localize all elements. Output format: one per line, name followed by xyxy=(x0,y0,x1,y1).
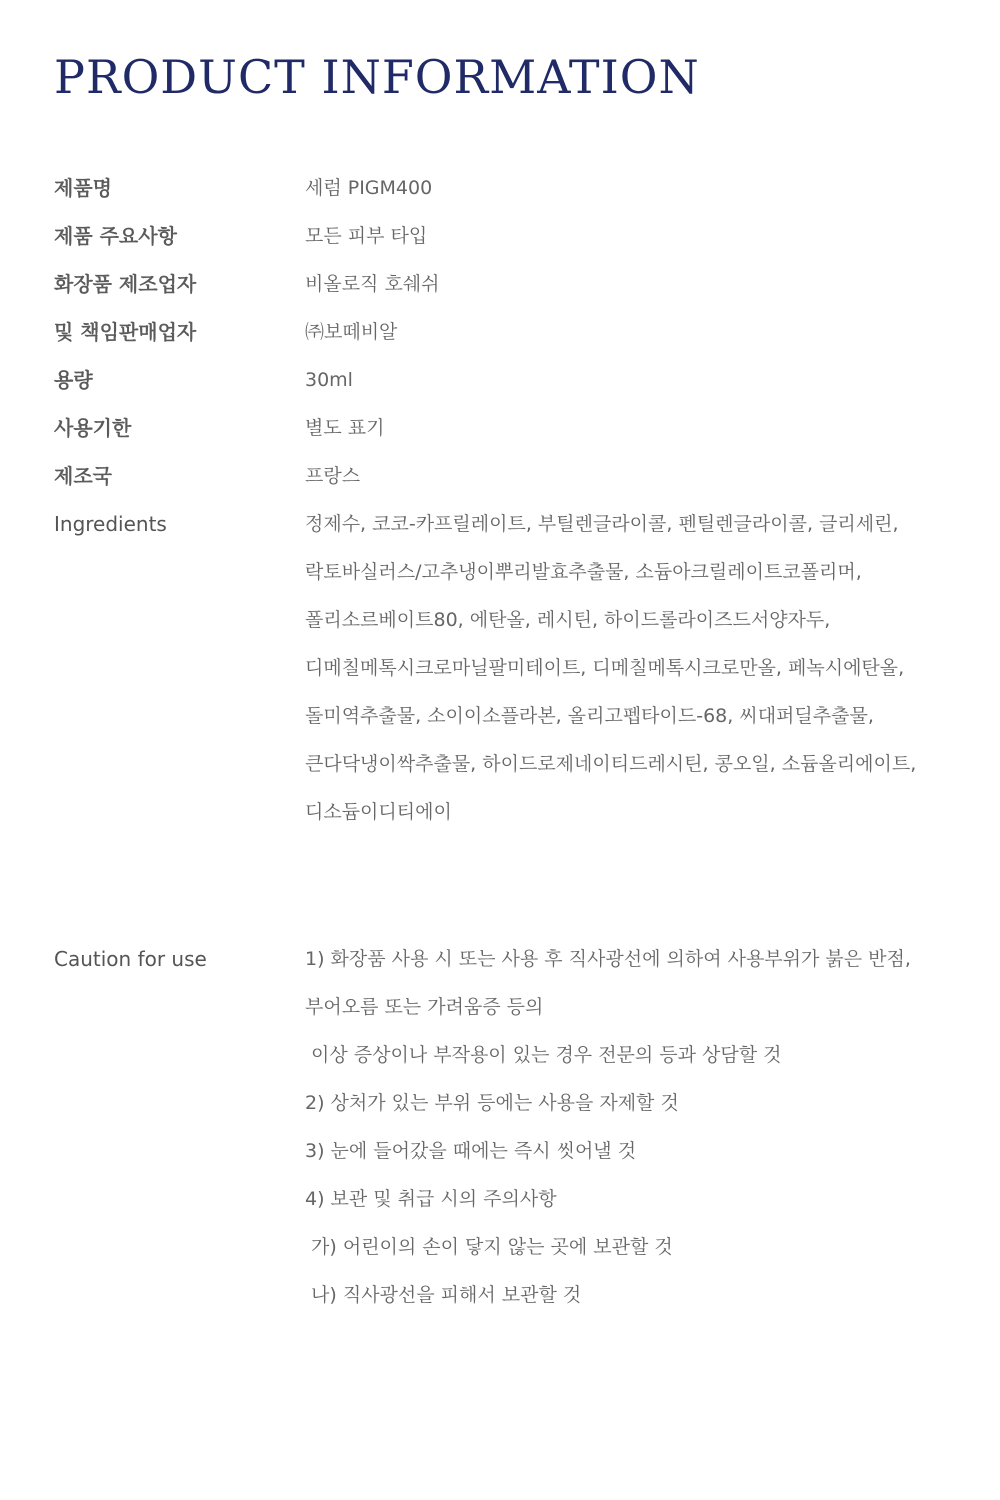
info-row-ingredients xyxy=(54,500,954,836)
ingredients-line: 돌미역추출물, 소이이소플라본, 올리고펩타이드-68, 씨대퍼딜추출물, xyxy=(305,705,874,727)
info-label: 제품 주요사항 xyxy=(54,224,177,248)
ingredients-line: 디메칠메톡시크로마닐팔미테이트, 디메칠메톡시크로만올, 페녹시에탄올, xyxy=(305,657,905,679)
info-row-caution xyxy=(54,935,954,1319)
product-info-table xyxy=(54,164,954,836)
info-row-country xyxy=(54,452,954,500)
info-value: 모든 피부 타입 xyxy=(305,225,428,247)
caution-line: 1) 화장품 사용 시 또는 사용 후 직사광선에 의하여 사용부위가 붉은 반점, xyxy=(305,948,911,970)
page-title: PRODUCT INFORMATION xyxy=(54,50,700,104)
caution-line: 부어오름 또는 가려움증 등의 xyxy=(305,996,544,1018)
info-label: 사용기한 xyxy=(54,416,132,440)
caution-line: 나) 직사광선을 피해서 보관할 것 xyxy=(305,1284,582,1306)
ingredients-line: 락토바실러스/고추냉이뿌리발효추출물, 소듐아크릴레이트코폴리머, xyxy=(305,561,862,583)
info-row-key-features xyxy=(54,212,954,260)
info-value: 세럼 PIGM400 xyxy=(305,177,433,199)
info-value: 비올로직 호쉐쉬 xyxy=(305,273,440,295)
caution-line: 2) 상처가 있는 부위 등에는 사용을 자제할 것 xyxy=(305,1092,679,1114)
info-value: 별도 표기 xyxy=(305,417,385,439)
info-row-distributor xyxy=(54,308,954,356)
caution-line: 가) 어린이의 손이 닿지 않는 곳에 보관할 것 xyxy=(305,1236,673,1258)
ingredients-label: Ingredients xyxy=(54,512,167,536)
info-label: 제품명 xyxy=(54,176,112,200)
caution-line: 이상 증상이나 부작용이 있는 경우 전문의 등과 상담할 것 xyxy=(305,1044,782,1066)
info-value: ㈜보떼비알 xyxy=(305,321,398,343)
info-row-volume xyxy=(54,356,954,404)
info-label: 용량 xyxy=(54,368,93,392)
info-row-manufacturer xyxy=(54,260,954,308)
caution-section xyxy=(54,935,954,1319)
info-value: 프랑스 xyxy=(305,465,361,487)
caution-label: Caution for use xyxy=(54,947,207,971)
info-row-product-name xyxy=(54,164,954,212)
ingredients-list xyxy=(305,500,954,836)
info-label: 화장품 제조업자 xyxy=(54,272,197,296)
ingredients-line: 정제수, 코코-카프릴레이트, 부틸렌글라이콜, 펜틸렌글라이콜, 글리세린, xyxy=(305,513,899,535)
caution-list xyxy=(305,935,954,1319)
ingredients-line: 디소듐이디티에이 xyxy=(305,801,452,823)
ingredients-line: 큰다닥냉이싹추출물, 하이드로제네이티드레시틴, 콩오일, 소듐올리에이트, xyxy=(305,753,917,775)
info-value: 30ml xyxy=(305,369,353,391)
ingredients-line: 폴리소르베이트80, 에탄올, 레시틴, 하이드롤라이즈드서양자두, xyxy=(305,609,831,631)
info-label: 및 책임판매업자 xyxy=(54,320,197,344)
caution-line: 4) 보관 및 취급 시의 주의사항 xyxy=(305,1188,557,1210)
caution-line: 3) 눈에 들어갔을 때에는 즉시 씻어낼 것 xyxy=(305,1140,637,1162)
info-label: 제조국 xyxy=(54,464,112,488)
info-row-expiry xyxy=(54,404,954,452)
